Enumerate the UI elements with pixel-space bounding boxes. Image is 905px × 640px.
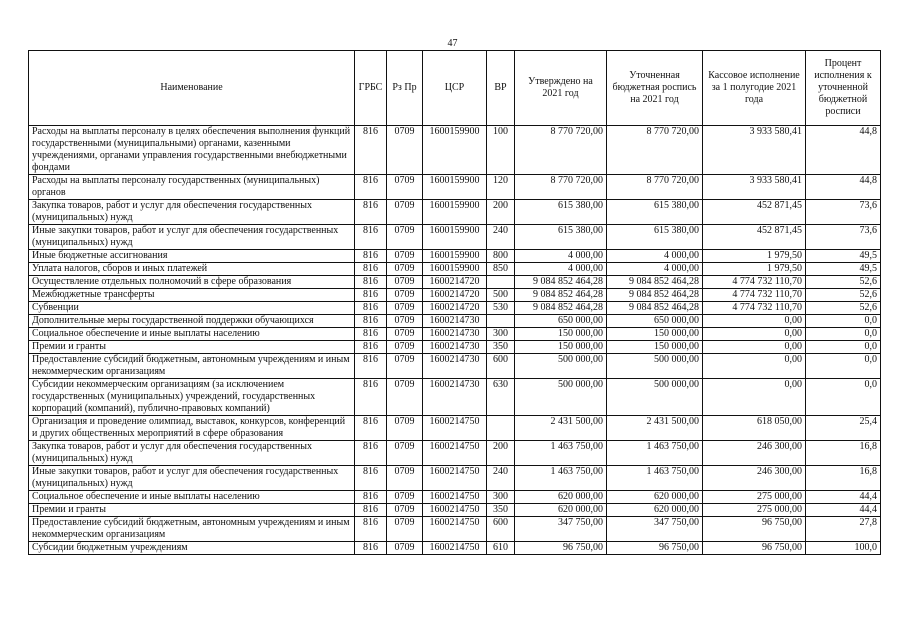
cell-approved: 620 000,00 [515, 504, 607, 517]
table-row [29, 466, 881, 491]
cell-grbs: 816 [355, 354, 387, 379]
cell-vr: 800 [487, 250, 515, 263]
cell-percent: 0,0 [806, 354, 881, 379]
table-row [29, 542, 881, 555]
cell-percent: 0,0 [806, 379, 881, 416]
cell-approved: 96 750,00 [515, 542, 607, 555]
cell-rzpr: 0709 [387, 276, 423, 289]
cell-csr: 1600214750 [423, 542, 487, 555]
cell-grbs: 816 [355, 491, 387, 504]
cell-cash: 275 000,00 [703, 491, 806, 504]
cell-grbs: 816 [355, 542, 387, 555]
cell-refined: 620 000,00 [607, 491, 703, 504]
cell-refined: 2 431 500,00 [607, 416, 703, 441]
cell-vr: 500 [487, 289, 515, 302]
cell-grbs: 816 [355, 302, 387, 315]
cell-approved: 9 084 852 464,28 [515, 289, 607, 302]
cell-approved: 1 463 750,00 [515, 466, 607, 491]
cell-percent: 73,6 [806, 200, 881, 225]
cell-cash: 3 933 580,41 [703, 126, 806, 175]
cell-vr: 300 [487, 328, 515, 341]
cell-name: Субвенции [29, 302, 355, 315]
cell-rzpr: 0709 [387, 200, 423, 225]
cell-vr: 240 [487, 225, 515, 250]
cell-csr: 1600159900 [423, 225, 487, 250]
cell-refined: 620 000,00 [607, 504, 703, 517]
cell-percent: 52,6 [806, 289, 881, 302]
cell-refined: 150 000,00 [607, 328, 703, 341]
cell-csr: 1600214720 [423, 276, 487, 289]
cell-approved: 8 770 720,00 [515, 175, 607, 200]
cell-csr: 1600159900 [423, 175, 487, 200]
cell-refined: 500 000,00 [607, 379, 703, 416]
cell-approved: 150 000,00 [515, 341, 607, 354]
cell-csr: 1600214750 [423, 416, 487, 441]
cell-cash: 0,00 [703, 341, 806, 354]
cell-name: Премии и гранты [29, 504, 355, 517]
cell-rzpr: 0709 [387, 302, 423, 315]
cell-refined: 1 463 750,00 [607, 441, 703, 466]
page-number: 47 [447, 38, 458, 49]
header-rzpr: Рз Пр [387, 51, 423, 126]
cell-grbs: 816 [355, 289, 387, 302]
cell-grbs: 816 [355, 466, 387, 491]
cell-rzpr: 0709 [387, 263, 423, 276]
cell-percent: 25,4 [806, 416, 881, 441]
cell-csr: 1600214730 [423, 341, 487, 354]
table-row [29, 200, 881, 225]
cell-name: Закупка товаров, работ и услуг для обеспечения государственных (муниципальных) нужд [29, 200, 355, 225]
cell-grbs: 816 [355, 379, 387, 416]
cell-csr: 1600214730 [423, 354, 487, 379]
cell-percent: 16,8 [806, 441, 881, 466]
cell-vr: 610 [487, 542, 515, 555]
cell-name: Дополнительные меры государственной поддержки обучающихся [29, 315, 355, 328]
cell-vr: 200 [487, 441, 515, 466]
table-row [29, 126, 881, 175]
cell-name: Иные закупки товаров, работ и услуг для обеспечения государственных (муниципальных) нужд [29, 225, 355, 250]
cell-refined: 9 084 852 464,28 [607, 289, 703, 302]
cell-approved: 150 000,00 [515, 328, 607, 341]
cell-rzpr: 0709 [387, 126, 423, 175]
cell-approved: 620 000,00 [515, 491, 607, 504]
cell-name: Расходы на выплаты персоналу государственных (муниципальных) органов [29, 175, 355, 200]
table-row [29, 276, 881, 289]
header-approved: Утверждено на 2021 год [515, 51, 607, 126]
cell-vr: 530 [487, 302, 515, 315]
cell-approved: 347 750,00 [515, 517, 607, 542]
cell-rzpr: 0709 [387, 175, 423, 200]
cell-approved: 615 380,00 [515, 225, 607, 250]
cell-csr: 1600214730 [423, 328, 487, 341]
cell-csr: 1600214750 [423, 504, 487, 517]
cell-refined: 150 000,00 [607, 341, 703, 354]
cell-vr: 350 [487, 504, 515, 517]
cell-rzpr: 0709 [387, 542, 423, 555]
cell-name: Предоставление субсидий бюджетным, автономным учреждениям и иным некоммерческим организациям [29, 354, 355, 379]
cell-cash: 4 774 732 110,70 [703, 289, 806, 302]
table-row [29, 302, 881, 315]
cell-name: Иные бюджетные ассигнования [29, 250, 355, 263]
cell-name: Социальное обеспечение и иные выплаты населению [29, 491, 355, 504]
cell-name: Предоставление субсидий бюджетным, автономным учреждениям и иным некоммерческим организациям [29, 517, 355, 542]
cell-rzpr: 0709 [387, 517, 423, 542]
cell-vr: 600 [487, 354, 515, 379]
cell-cash: 96 750,00 [703, 542, 806, 555]
cell-percent: 49,5 [806, 250, 881, 263]
cell-vr [487, 416, 515, 441]
cell-refined: 500 000,00 [607, 354, 703, 379]
cell-csr: 1600214730 [423, 315, 487, 328]
cell-rzpr: 0709 [387, 354, 423, 379]
cell-refined: 8 770 720,00 [607, 175, 703, 200]
cell-rzpr: 0709 [387, 466, 423, 491]
cell-approved: 2 431 500,00 [515, 416, 607, 441]
cell-cash: 96 750,00 [703, 517, 806, 542]
cell-cash: 0,00 [703, 379, 806, 416]
header-name: Наименование [29, 51, 355, 126]
header-csr: ЦСР [423, 51, 487, 126]
table-row [29, 504, 881, 517]
cell-csr: 1600214720 [423, 289, 487, 302]
table-row [29, 441, 881, 466]
cell-rzpr: 0709 [387, 328, 423, 341]
table-row [29, 315, 881, 328]
cell-rzpr: 0709 [387, 225, 423, 250]
cell-percent: 100,0 [806, 542, 881, 555]
header-percent: Процент исполнения к уточненной бюджетной росписи [806, 51, 881, 126]
cell-percent: 44,8 [806, 175, 881, 200]
cell-cash: 4 774 732 110,70 [703, 302, 806, 315]
cell-approved: 1 463 750,00 [515, 441, 607, 466]
cell-grbs: 816 [355, 276, 387, 289]
cell-percent: 27,8 [806, 517, 881, 542]
cell-refined: 650 000,00 [607, 315, 703, 328]
cell-percent: 44,4 [806, 504, 881, 517]
cell-refined: 8 770 720,00 [607, 126, 703, 175]
cell-approved: 650 000,00 [515, 315, 607, 328]
header-cash: Кассовое исполнение за 1 полугодие 2021 года [703, 51, 806, 126]
cell-approved: 9 084 852 464,28 [515, 302, 607, 315]
cell-approved: 500 000,00 [515, 354, 607, 379]
cell-csr: 1600214750 [423, 491, 487, 504]
cell-percent: 44,8 [806, 126, 881, 175]
cell-refined: 9 084 852 464,28 [607, 276, 703, 289]
table-row [29, 341, 881, 354]
table-row [29, 517, 881, 542]
header-row [29, 51, 881, 126]
cell-grbs: 816 [355, 504, 387, 517]
cell-rzpr: 0709 [387, 341, 423, 354]
cell-name: Субсидии некоммерческим организациям (за исключением государственных (муниципальных) учреждений, государственных корпораций (компаний), публично-правовых компаний) [29, 379, 355, 416]
cell-name: Уплата налогов, сборов и иных платежей [29, 263, 355, 276]
cell-percent: 44,4 [806, 491, 881, 504]
cell-csr: 1600214750 [423, 466, 487, 491]
cell-vr: 630 [487, 379, 515, 416]
cell-percent: 0,0 [806, 315, 881, 328]
cell-rzpr: 0709 [387, 491, 423, 504]
header-refined: Уточненная бюджетная роспись на 2021 год [607, 51, 703, 126]
cell-name: Межбюджетные трансферты [29, 289, 355, 302]
table-row [29, 354, 881, 379]
table-row [29, 175, 881, 200]
cell-percent: 52,6 [806, 302, 881, 315]
cell-cash: 246 300,00 [703, 466, 806, 491]
cell-approved: 4 000,00 [515, 250, 607, 263]
cell-rzpr: 0709 [387, 250, 423, 263]
cell-name: Социальное обеспечение и иные выплаты населению [29, 328, 355, 341]
cell-cash: 246 300,00 [703, 441, 806, 466]
cell-refined: 9 084 852 464,28 [607, 302, 703, 315]
cell-csr: 1600214730 [423, 379, 487, 416]
cell-rzpr: 0709 [387, 416, 423, 441]
cell-name: Закупка товаров, работ и услуг для обеспечения государственных (муниципальных) нужд [29, 441, 355, 466]
cell-approved: 8 770 720,00 [515, 126, 607, 175]
cell-grbs: 816 [355, 441, 387, 466]
header-vr: ВР [487, 51, 515, 126]
cell-approved: 9 084 852 464,28 [515, 276, 607, 289]
cell-vr: 350 [487, 341, 515, 354]
cell-cash: 0,00 [703, 315, 806, 328]
cell-approved: 615 380,00 [515, 200, 607, 225]
cell-cash: 1 979,50 [703, 250, 806, 263]
cell-name: Субсидии бюджетным учреждениям [29, 542, 355, 555]
table-row [29, 289, 881, 302]
cell-name: Организация и проведение олимпиад, выставок, конкурсов, конференций и других общественных мероприятий в сфере образования [29, 416, 355, 441]
cell-csr: 1600159900 [423, 126, 487, 175]
cell-refined: 347 750,00 [607, 517, 703, 542]
cell-vr: 240 [487, 466, 515, 491]
cell-rzpr: 0709 [387, 289, 423, 302]
cell-approved: 4 000,00 [515, 263, 607, 276]
cell-cash: 618 050,00 [703, 416, 806, 441]
cell-grbs: 816 [355, 175, 387, 200]
cell-vr: 120 [487, 175, 515, 200]
cell-refined: 96 750,00 [607, 542, 703, 555]
cell-grbs: 816 [355, 328, 387, 341]
cell-cash: 1 979,50 [703, 263, 806, 276]
cell-cash: 452 871,45 [703, 225, 806, 250]
cell-csr: 1600159900 [423, 250, 487, 263]
cell-grbs: 816 [355, 200, 387, 225]
cell-percent: 73,6 [806, 225, 881, 250]
cell-cash: 0,00 [703, 328, 806, 341]
cell-name: Премии и гранты [29, 341, 355, 354]
cell-refined: 615 380,00 [607, 225, 703, 250]
cell-name: Расходы на выплаты персоналу в целях обеспечения выполнения функций государственными (муниципальными) органами, казенными учреждениями, органами управления государственными внебюджетными фондами [29, 126, 355, 175]
cell-refined: 4 000,00 [607, 263, 703, 276]
cell-percent: 52,6 [806, 276, 881, 289]
cell-vr: 300 [487, 491, 515, 504]
cell-cash: 275 000,00 [703, 504, 806, 517]
budget-execution-table [28, 50, 881, 555]
cell-csr: 1600214750 [423, 517, 487, 542]
cell-grbs: 816 [355, 315, 387, 328]
table-row [29, 416, 881, 441]
cell-cash: 4 774 732 110,70 [703, 276, 806, 289]
cell-grbs: 816 [355, 263, 387, 276]
cell-rzpr: 0709 [387, 441, 423, 466]
table-row [29, 491, 881, 504]
header-grbs: ГРБС [355, 51, 387, 126]
cell-grbs: 816 [355, 517, 387, 542]
table-row [29, 250, 881, 263]
cell-name: Иные закупки товаров, работ и услуг для обеспечения государственных (муниципальных) нужд [29, 466, 355, 491]
cell-refined: 4 000,00 [607, 250, 703, 263]
table-row [29, 263, 881, 276]
cell-percent: 16,8 [806, 466, 881, 491]
cell-csr: 1600214750 [423, 441, 487, 466]
cell-csr: 1600159900 [423, 200, 487, 225]
cell-cash: 452 871,45 [703, 200, 806, 225]
cell-rzpr: 0709 [387, 379, 423, 416]
cell-csr: 1600159900 [423, 263, 487, 276]
cell-vr [487, 276, 515, 289]
cell-vr: 850 [487, 263, 515, 276]
table-row [29, 379, 881, 416]
cell-vr [487, 315, 515, 328]
cell-grbs: 816 [355, 126, 387, 175]
cell-rzpr: 0709 [387, 315, 423, 328]
cell-refined: 615 380,00 [607, 200, 703, 225]
cell-grbs: 816 [355, 341, 387, 354]
cell-cash: 0,00 [703, 354, 806, 379]
cell-rzpr: 0709 [387, 504, 423, 517]
cell-vr: 100 [487, 126, 515, 175]
cell-percent: 49,5 [806, 263, 881, 276]
cell-percent: 0,0 [806, 328, 881, 341]
cell-percent: 0,0 [806, 341, 881, 354]
cell-approved: 500 000,00 [515, 379, 607, 416]
cell-cash: 3 933 580,41 [703, 175, 806, 200]
cell-refined: 1 463 750,00 [607, 466, 703, 491]
cell-name: Осуществление отдельных полномочий в сфере образования [29, 276, 355, 289]
cell-grbs: 816 [355, 250, 387, 263]
cell-csr: 1600214720 [423, 302, 487, 315]
cell-grbs: 816 [355, 416, 387, 441]
cell-vr: 200 [487, 200, 515, 225]
table-row [29, 328, 881, 341]
table-row [29, 225, 881, 250]
cell-vr: 600 [487, 517, 515, 542]
cell-grbs: 816 [355, 225, 387, 250]
